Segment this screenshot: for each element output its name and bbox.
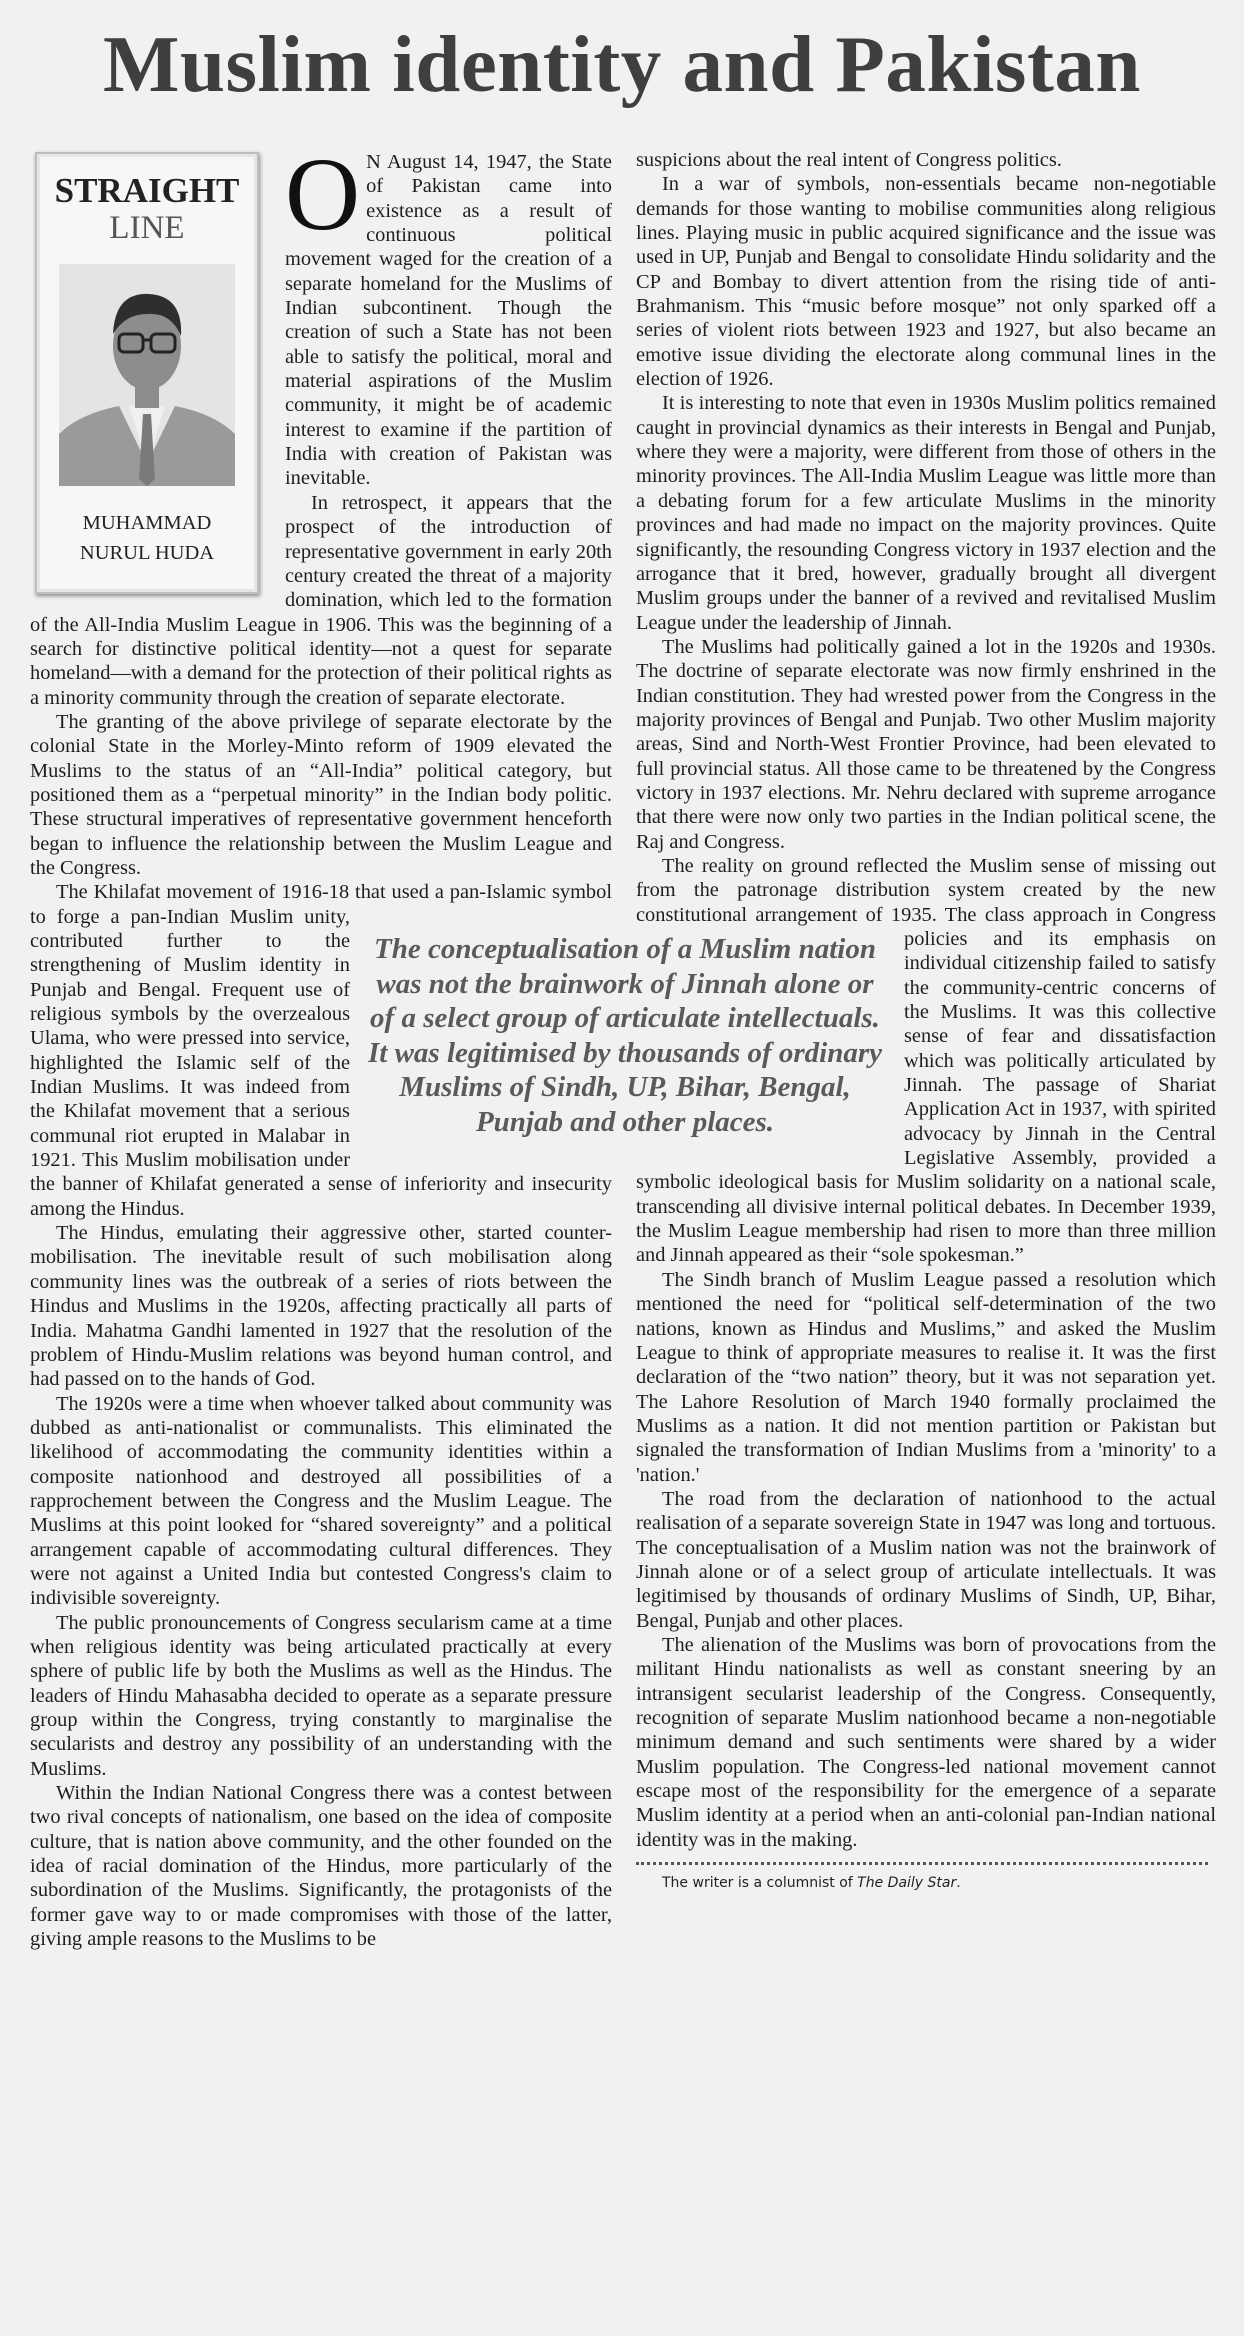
column-kicker-sub: LINE [109, 210, 185, 246]
paragraph: It is interesting to note that even in 1930s Muslim politics remained caught in provincial dynamics as their interests in Bengal and Punjab, where they were a majority, were different from those of others in the minority provinces. The All-India Muslim League was little more than a debating forum for a few articulate Muslims in the minority provinces and had made no impact on the majority provinces. Quite significantly, the resounding Congress victory in 1937 election and the arrogance that it bred, however, gradually brought all divergent Muslim groups under the banner of a revived and revitalised Muslim League under the leadership of Jinnah. [636, 392, 1216, 634]
paragraph: Within the Indian National Congress there was a contest between two rival concepts of nationalism, one based on the idea of composite culture, that is nation above community, and the other founded on the idea of racial domination of the Hindus, more particularly of the subordination of the Muslims. Significantly, the protagonists of the former gave way to or made compromises with those of the latter, giving ample reasons to the Muslims to be [30, 1782, 612, 1951]
paragraph: The Muslims had politically gained a lot in the 1920s and 1930s. The doctrine of separate electorate was now firmly enshrined in the Indian constitution. They had wrested power from the Congress in the majority provinces of Bengal and Punjab. Two other Muslim majority areas, Sind and North-West Frontier Province, had been elevated to full provincial status. All those came to be threatened by the Congress victory in 1937 elections. Mr. Nehru declared with supreme arrogance that there were now only two parties in the Indian political scene, the Raj and Congress. [636, 635, 1216, 853]
column-byline-box [35, 152, 259, 594]
credit-text: The writer is a columnist of [662, 1875, 858, 1892]
pull-quote: The conceptualisation of a Muslim nation was not the brainwork of Jinnah alone or of a select group of articulate intellectuals. It was legitimised by thousands of ordinary Muslims of Sindh, UP, Bihar, Bengal, Punjab and other places. [368, 933, 883, 1138]
author-photo [59, 264, 235, 486]
paragraph: The 1920s were a time when whoever talked about community was dubbed as anti-nationalist or communalists. This eliminated the likelihood of accommodating the community identities within a composite nationhood and destroyed all possibilities of a rapprochement between the Congress and the Muslim League. The Muslims at this point looked for “shared sovereignty” and a political arrangement capable of accommodating cultural differences. They were not against a United India but contested Congress's claim to indivisible sovereignty. [30, 1392, 612, 1610]
paragraph-text: The reality on ground reflected the Muslim sense of missing out from the patronage distribution system created by the new constitutional arrangement of 1935. The class approach in Congress policies and its emphasis on individual citizenship failed to satisfy the community-centric concerns of the Muslims. It was this collective sense of fear and dissatisfaction which was politically articulated by Jinnah. The passage of Shariat Application Act in 1937, with spirited advocacy by Jinnah in the Central Legislative Assembly, provided a symbolic ideological basis for Muslim solidarity on a national scale, transcending all divisive internal political debates. In December 1939, the Muslim League membership had risen to more than three million and Jinnah appeared as their “sole spokesman.” [636, 854, 1216, 1267]
publication-name: The Daily Star [857, 1875, 957, 1892]
author-name-line-1: MUHAMMAD [82, 512, 212, 534]
paragraph: The Hindus, emulating their aggressive other, started counter-mobilisation. The inevitable result of such mobilisation along community lines was the outbreak of a series of riots between the Hindus and Muslims in the 1920s, affecting practically all parts of India. Mahatma Gandhi lamented in 1927 that the resolution of the problem of Hindu-Muslim relations was beyond human control, and had passed on to the hands of God. [30, 1222, 612, 1391]
paragraph: In retrospect, it appears that the prospect of the introduction of representative government in early 20th century created the threat of a majority domination, which led to the formation of the All-India Muslim League in 1906. This was the beginning of a search for distinctive political identity—not a quest for separate homeland—with a demand for the protection of their political rights as a minority community through the creation of separate electorate. [30, 491, 612, 709]
paragraph: The road from the declaration of nationhood to the actual realisation of a separate sovereign State in 1947 was long and tortuous. The conceptualisation of a Muslim nation was not the brainwork of Jinnah alone or of a select group of articulate intellectuals. It was legitimised by thousands of ordinary Muslims of Sindh, UP, Bihar, Bengal, Punjab and other places. [636, 1487, 1216, 1632]
paragraph: The public pronouncements of Congress secularism came at a time when religious identity was being articulated practically at every sphere of public life by both the Muslims as well as the Hindus. The leaders of Hindu Mahasabha decided to operate as a separate pressure group within the Congress, trying constantly to marginalise the secularists and destroy any possibility of an understanding with the Muslims. [30, 1611, 612, 1780]
drop-cap: O [285, 137, 361, 252]
paragraph: In a war of symbols, non-essentials became non-negotiable demands for those wanting to mobilise communities along religious lines. Playing music in public acquired significance and the issue was used in UP, Punjab and Bengal to consolidate Hindu solidarity and the CP and Bombay to divert attention from the rising tide of anti-Brahmanism. This “music before mosque” not only sparked off a series of violent riots between 1923 and 1927, but also became an emotive issue dividing the electorate along communal lines in the election of 1926. [636, 173, 1216, 391]
paragraph-text: N August 14, 1947, the State of Pakistan came into existence as a result of continuous political movement waged for the creation of a separate homeland for the Muslims of Indian subcontinent. Though the creation of such a State has not been able to satisfy the political, moral and material aspirations of the Muslim community, it might be of academic interest to examine if the partition of India with creation of Pakistan was inevitable. [285, 151, 612, 490]
paragraph: The granting of the above privilege of separate electorate by the colonial State in the Morley-Minto reform of 1909 elevated the Muslims to the status of an “All-India” political category, but positioned them as a “perpetual minority” in the Indian body politic. These structural imperatives of representative government henceforth began to influence the relationship between the Muslim League and the Congress. [30, 710, 612, 879]
author-name-line-2: NURUL HUDA [79, 542, 215, 564]
paragraph: The alienation of the Muslims was born of provocations from the militant Hindu nationalists as well as constant sneering by an intransigent secularist leadership of the Congress. Consequently, recognition of separate Muslim nationhood became a non-negotiable minimum demand and such sentiments were shared by a wider Muslim population. The Congress-led national movement cannot escape most of the responsibility for the emergence of a separate Muslim identity at a period when an anti-colonial pan-Indian national identity was in the making. [636, 1633, 1216, 1851]
author-credit [636, 1871, 1216, 1895]
column-kicker: STRAIGHT [54, 171, 240, 210]
credit-suffix: . [956, 1875, 961, 1892]
dotted-divider [636, 1862, 1208, 1865]
paragraph: suspicions about the real intent of Congress politics. [636, 149, 1062, 171]
paragraph: The Sindh branch of Muslim League passed a resolution which mentioned the need for “political self-determination of the two nations, known as Hindus and Muslims,” and asked the Muslim League to think of appropriate measures to realise it. It was the first declaration of the “two nation” theory, but it was not separation yet. The Lahore Resolution of March 1940 formally proclaimed the Muslims as a nation. It did not mention partition or Pakistan but signaled the transformation of Indian Muslims from a 'minority' to a 'nation.' [636, 1268, 1216, 1486]
headline: Muslim identity and Pakistan [103, 19, 1141, 109]
paragraph-text: The Khilafat movement of 1916-18 that used a pan-Islamic symbol to forge a pan-Indian Muslim unity, contributed further to the strengthening of Muslim identity in Punjab and Bengal. Frequent use of religious symbols by the overzealous Ulama, who were pressed into service, highlighted the Islamic self of the Indian Muslims. It was indeed from the Khilafat movement that a serious communal riot erupted in Malabar in 1921. This Muslim mobilisation under the banner of Khilafat generated a sense of inferiority and insecurity among the Hindus. [30, 881, 612, 1220]
